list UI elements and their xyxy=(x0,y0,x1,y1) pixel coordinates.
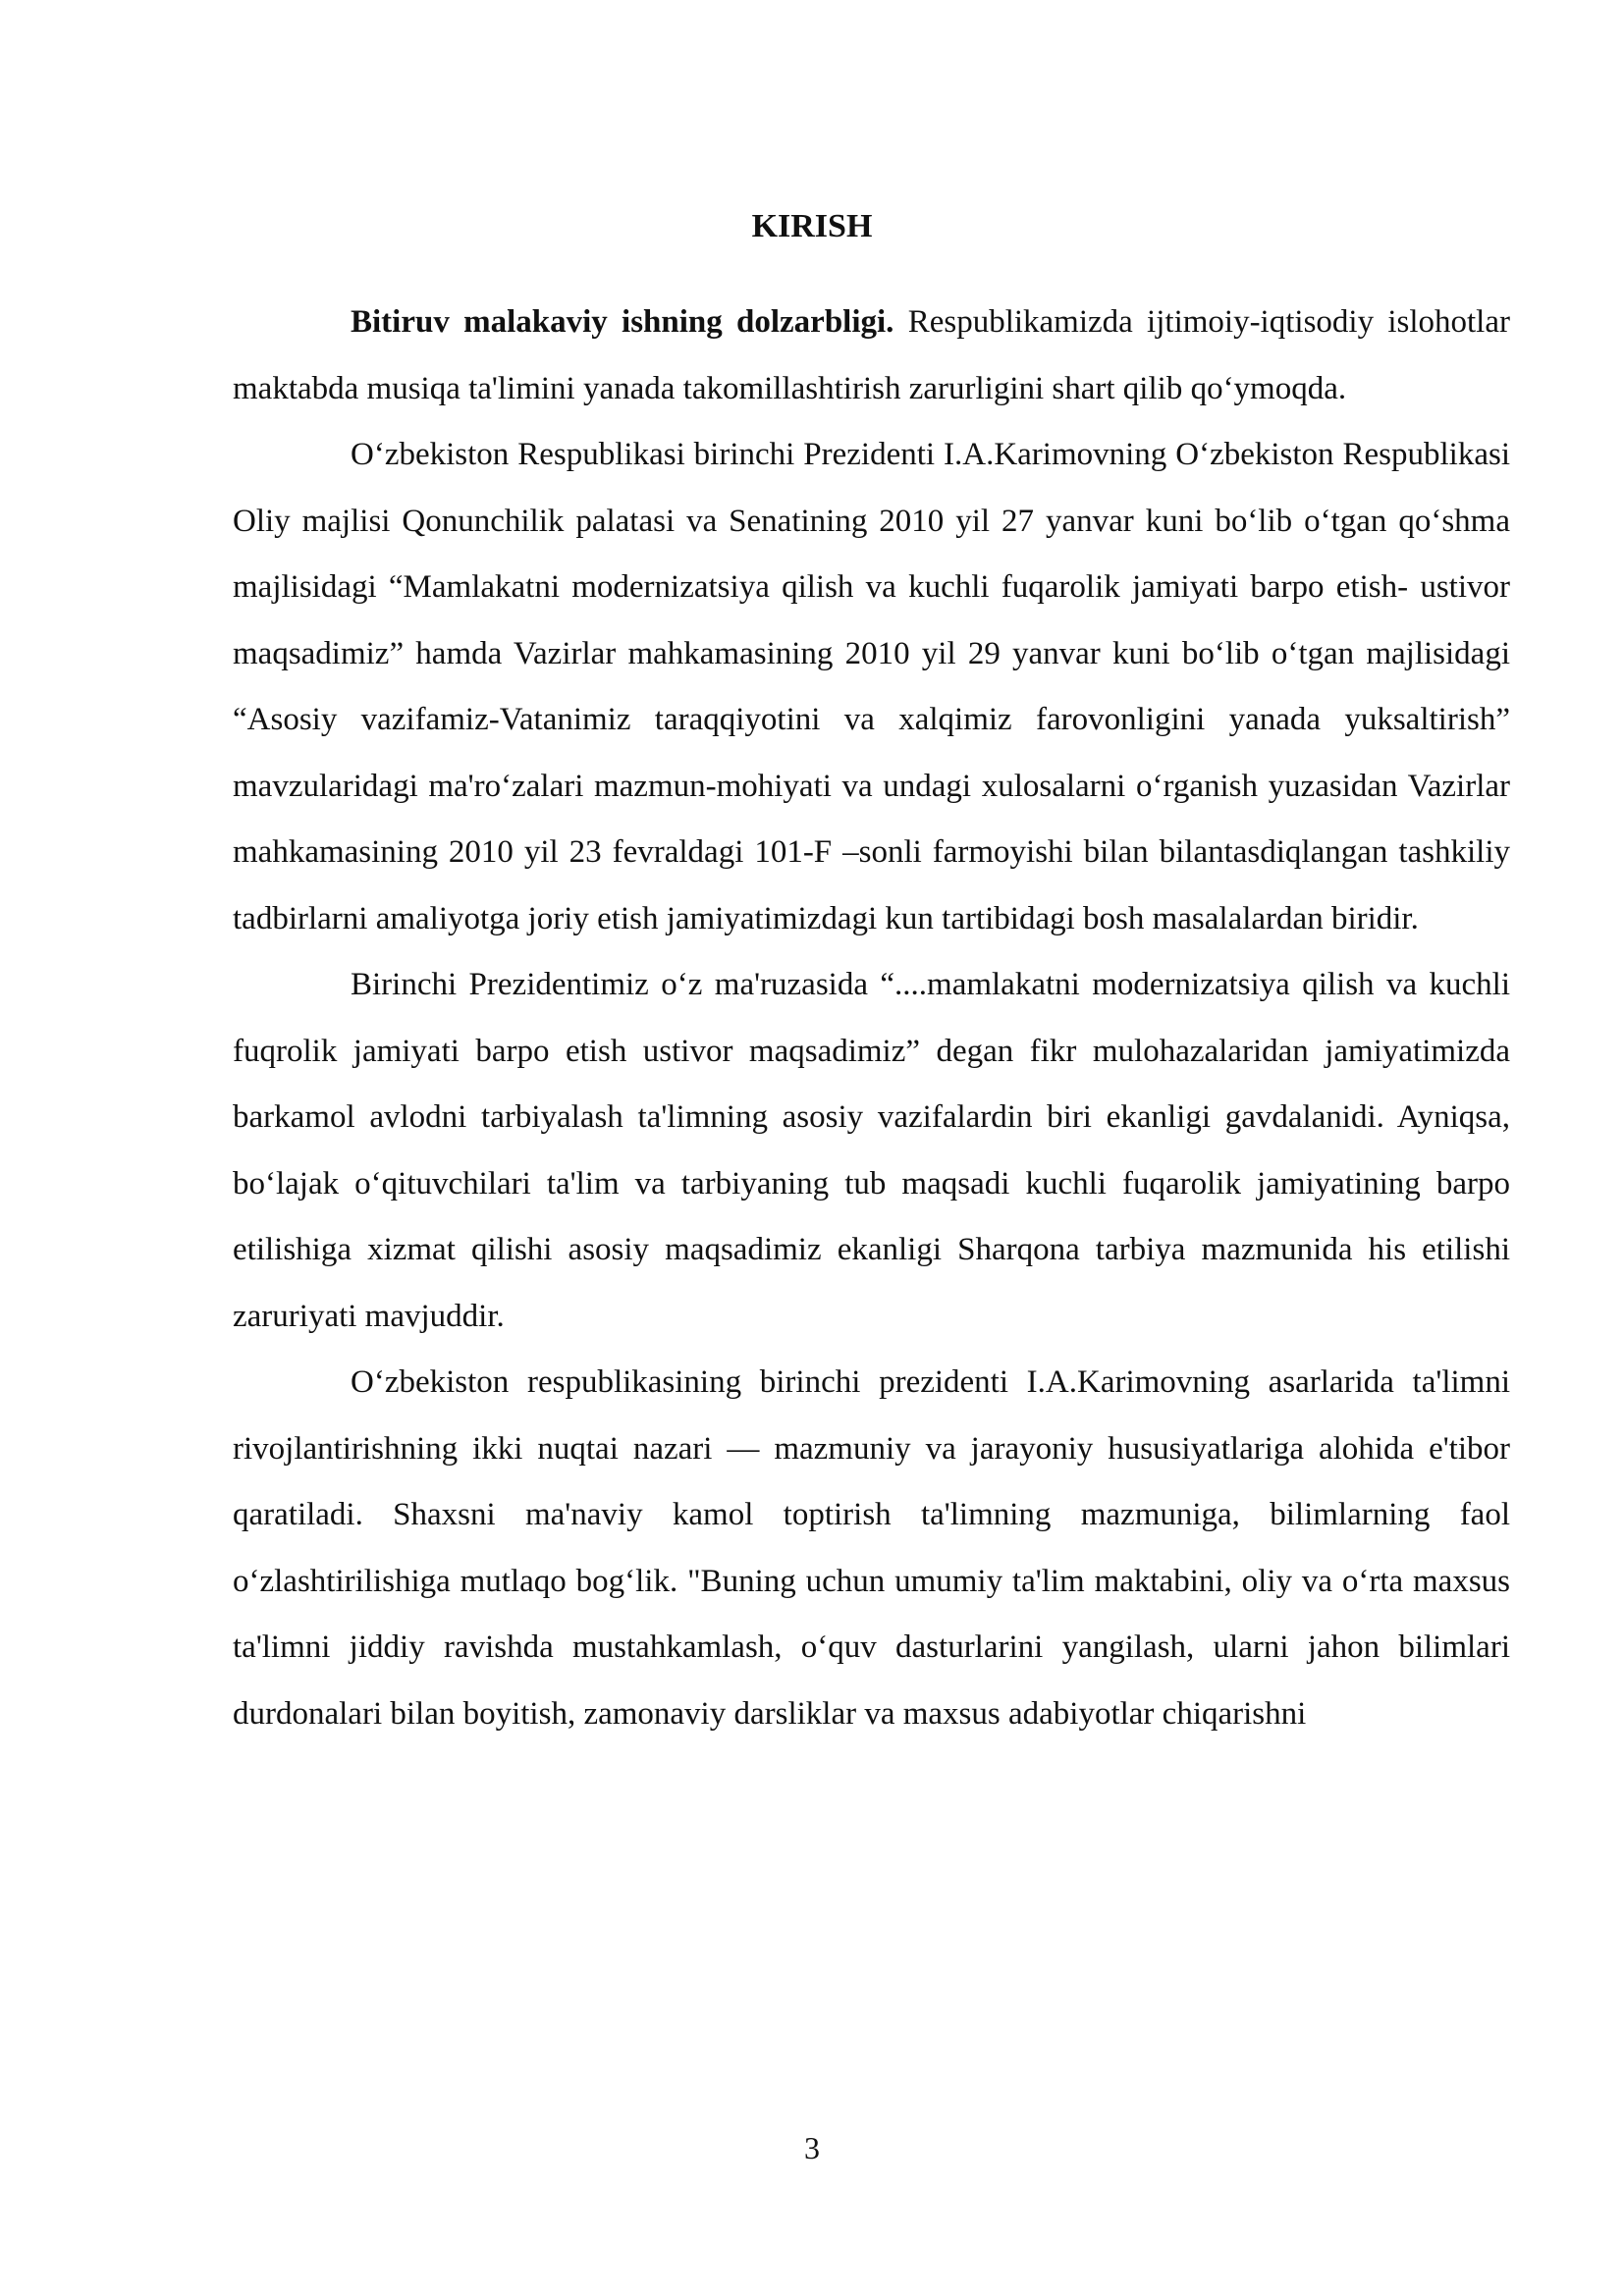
paragraph-lead-heading: Bitiruv malakaviy ishning dolzarbligi. xyxy=(351,304,894,340)
paragraph-education-development: O‘zbekiston respublikasining birinchi prezidenti I.A.Karimovning asarlarida ta'limni rivojlantirishning ikki nuqtai nazari — mazmuniy va jarayoniy hususiyatlariga alohida e'tibor qaratiladi. Shaxsni ma'naviy kamol toptirish ta'limning mazmuniga, bilimlarning faol o‘zlashtirilishiga mutlaqo bog‘lik. "Buning uchun umumiy ta'lim maktabini, oliy va o‘rta maxsus ta'limni jiddiy ravishda mustahkamlash, o‘quv dasturlarini yangilash, ularni jahon bilimlari durdonalari bilan boyitish, zamonaviy darsliklar va maxsus adabiyotlar chiqarishni xyxy=(233,1364,1510,1732)
paragraph-relevance xyxy=(233,290,1510,422)
page-number: 3 xyxy=(804,2130,820,2165)
page-title: KIRISH xyxy=(751,207,873,244)
paragraph-modernization: Birinchi Prezidentimiz o‘z ma'ruzasida “....mamlakatni modernizatsiya qilish va kuchli fuqrolik jamiyati barpo etish ustivor maqsadimiz” degan fikr mulohazalaridan jamiyatimizda barkamol avlodni tarbiyalash ta'limning asosiy vazifalardin biri ekanligi gavdalanidi. Ayniqsa, bo‘lajak o‘qituvchilari ta'lim va tarbiyaning tub maqsadi kuchli fuqarolik jamiyatining barpo etilishiga xizmat qilishi asosiy maqsadimiz ekanligi Sharqona tarbiya mazmunida his etilishi zaruriyati mavjuddir. xyxy=(233,967,1510,1334)
document-body xyxy=(233,290,1510,1747)
paragraph-president-speech: O‘zbekiston Respublikasi birinchi Prezidenti I.A.Karimovning O‘zbekiston Respublikasi Oliy majlisi Qonunchilik palatasi va Senatining 2010 yil 27 yanvar kuni bo‘lib o‘tgan qo‘shma majlisidagi “Mamlakatni modernizatsiya qilish va kuchli fuqarolik jamiyati barpo etish- ustivor maqsadimiz” hamda Vazirlar mahkamasining 2010 yil 29 yanvar kuni bo‘lib o‘tgan majlisidagi “Asosiy vazifamiz-Vatanimiz taraqqiyotini va xalqimiz farovonligini yanada yuksaltirish” mavzularidagi ma'ro‘zalari mazmun-mohiyati va undagi xulosalarni o‘rganish yuzasidan Vazirlar mahkamasining 2010 yil 23 fevraldagi 101-F –sonli farmoyishi bilan bilantasdiqlangan tashkiliy tadbirlarni amaliyotga joriy etish jamiyatimizdagi kun tartibidagi bosh masalalardan biridir. xyxy=(233,437,1510,936)
paragraph-text: Respublikamizda ijtimoiy-iqtisodiy islohotlar maktabda musiqa ta'limini yanada takomillashtirish zarurligini shart qilib qo‘ymoqda. xyxy=(233,304,1510,406)
